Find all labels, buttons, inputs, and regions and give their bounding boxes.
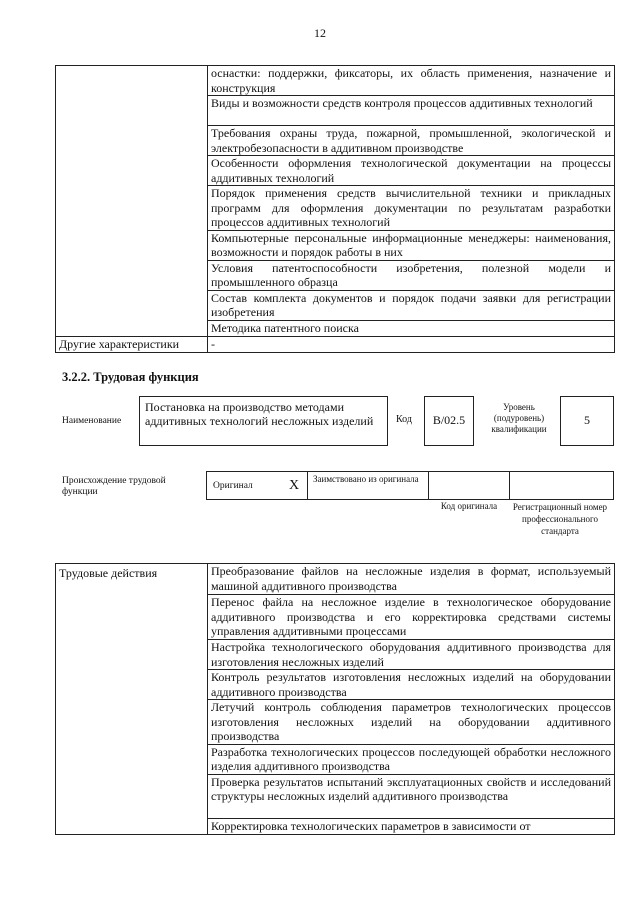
table-row: оснастки: поддержки, фиксаторы, их область применения, назначение и конструкция <box>208 66 615 96</box>
table-row: Перенос файла на несложное изделие в технологическое оборудование аддитивного производства и его корректировка средствами системы управления аддитивными процессами <box>208 595 615 640</box>
table-row: Компьютерные персональные информационные менеджеры: наименования, возможности и порядок работы в них <box>208 230 615 260</box>
other-characteristics-value: - <box>208 336 615 352</box>
table-row: Порядок применения средств вычислительной техники и прикладных программ для оформления документации по результатам разработки процессов аддитивных технологий <box>208 186 615 231</box>
level-label: Уровень (подуровень) квалификации <box>491 402 547 434</box>
table-row: Особенности оформления технологической документации на процессы аддитивных технологий <box>208 156 615 186</box>
origin-row <box>206 471 614 500</box>
code-label: Код <box>396 414 412 425</box>
table-row: Проверка результатов испытаний эксплуатационных свойств и исследований структуры несложных изделий аддитивного производства <box>208 774 615 818</box>
original-mark: X <box>289 478 300 493</box>
other-characteristics-label: Другие характеристики <box>56 336 208 352</box>
page-number: 12 <box>314 26 326 40</box>
level-box <box>560 396 614 446</box>
table-row: Виды и возможности средств контроля процессов аддитивных технологий <box>208 96 615 126</box>
table-row: Настройка технологического оборудования аддитивного производства для изготовления несложных изделий <box>208 640 615 670</box>
knowledge-table <box>55 65 615 353</box>
origin-label: Происхождение трудовой функции <box>62 476 166 497</box>
divider <box>307 471 308 500</box>
table-row: Состав комплекта документов и порядок подачи заявки для регистрации изобретения <box>208 290 615 320</box>
function-name: Постановка на производство методами аддитивных технологий несложных изделий <box>145 400 374 428</box>
name-label: Наименование <box>62 416 122 426</box>
labor-actions-label: Трудовые действия <box>56 564 208 835</box>
labor-actions-table <box>55 563 615 835</box>
borrowed-label: Заимствовано из оригинала <box>313 474 419 484</box>
level-value: 5 <box>584 413 590 427</box>
table-left-cell <box>56 66 208 337</box>
table-row: Преобразование файлов на несложные изделия в формат, используемый машиной аддитивного производства <box>208 564 615 595</box>
divider <box>509 471 510 500</box>
original-label: Оригинал <box>213 481 253 491</box>
reg-number-label: Регистрационный номер профессионального стандарта <box>512 502 608 536</box>
table-row: Методика патентного поиска <box>208 320 615 336</box>
name-box <box>139 396 388 446</box>
code-value: B/02.5 <box>432 413 466 427</box>
table-row: Разработка технологических процессов последующей обработки несложного изделия аддитивного производства <box>208 744 615 774</box>
code-box <box>424 396 474 446</box>
divider <box>428 471 429 500</box>
table-row: Корректировка технологических параметров в зависимости от <box>208 818 615 834</box>
original-code-label: Код оригинала <box>440 501 498 511</box>
table-row: Летучий контроль соблюдения параметров технологических процессов изготовления несложных изделий на оборудовании аддитивного производства <box>208 700 615 745</box>
table-row: Условия патентоспособности изобретения, полезной модели и промышленного образца <box>208 260 615 290</box>
section-heading: 3.2.2. Трудовая функция <box>62 370 199 384</box>
table-row: Требования охраны труда, пожарной, промышленной, экологической и электробезопасности в аддитивном производстве <box>208 126 615 156</box>
table-row: Контроль результатов изготовления несложных изделий на оборудовании аддитивного производства <box>208 670 615 700</box>
